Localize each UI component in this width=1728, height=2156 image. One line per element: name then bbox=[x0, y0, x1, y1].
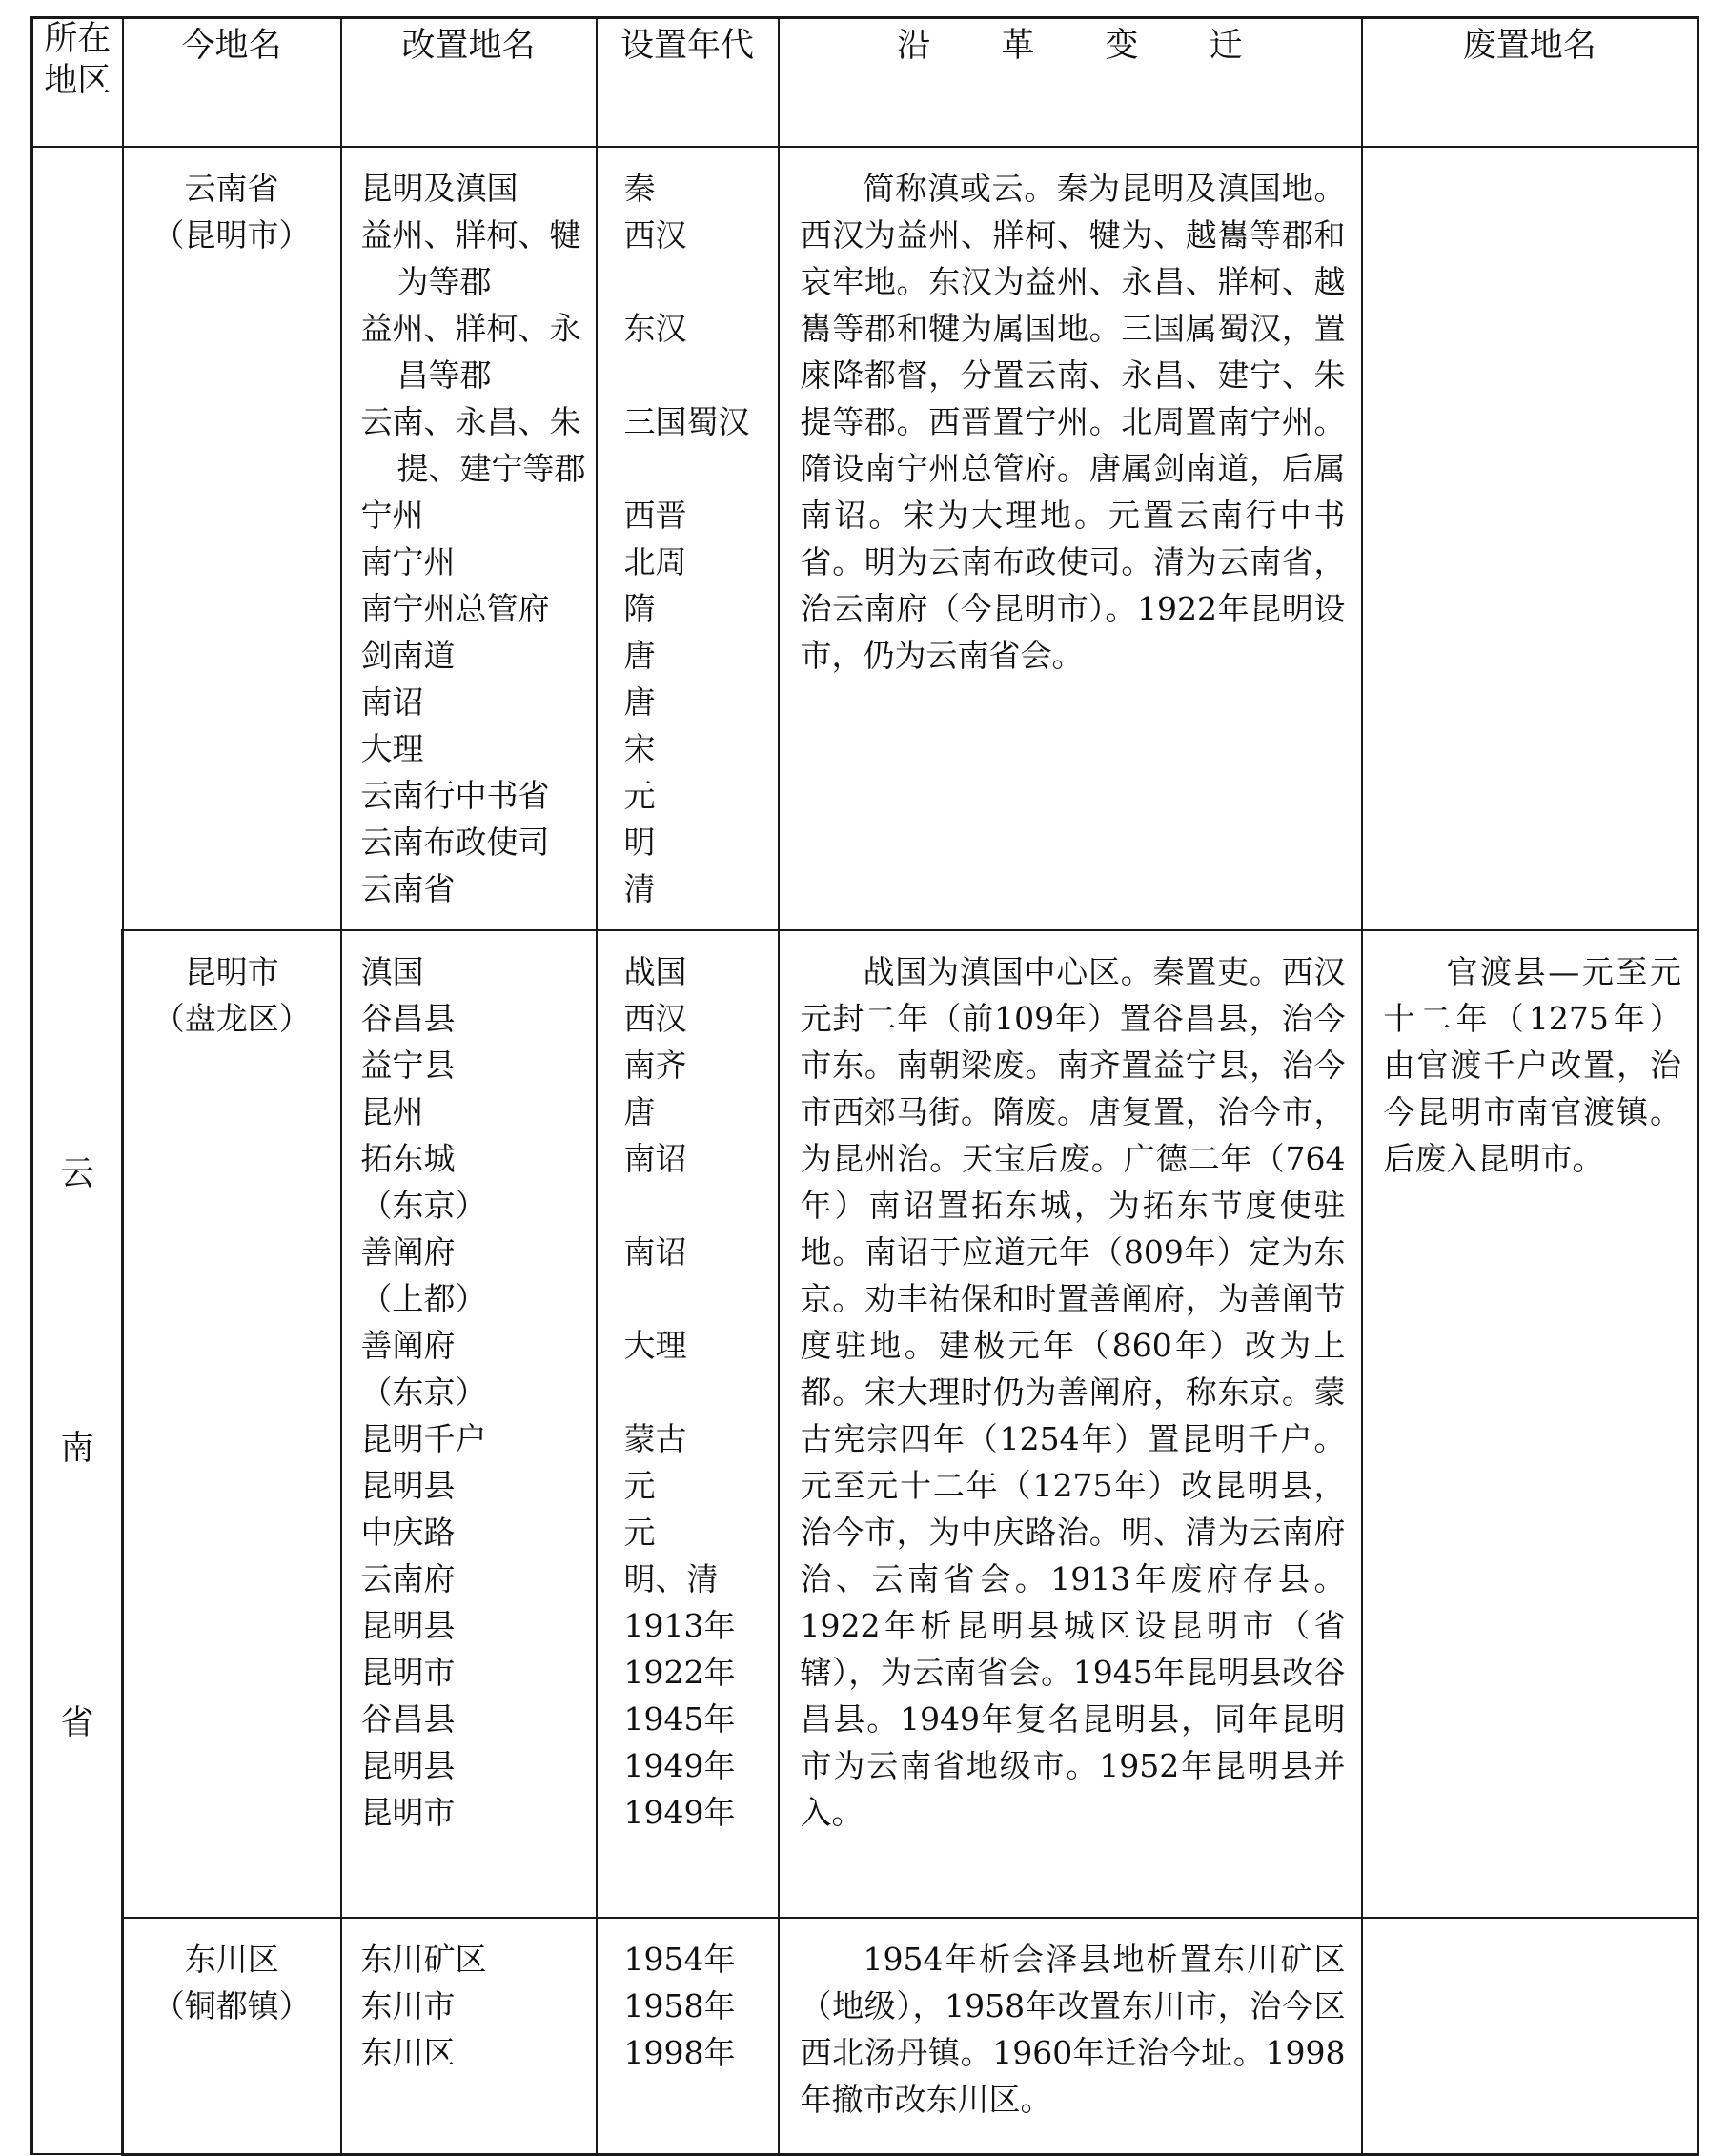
today-seat: （盘龙区） bbox=[152, 1000, 311, 1037]
era-value: 1922年 bbox=[623, 1654, 736, 1691]
renamed-place: 昆明千户 bbox=[360, 1420, 487, 1457]
era-value: 西汉 bbox=[623, 1000, 687, 1037]
era-value: 战国 bbox=[623, 953, 687, 990]
renamed-place: 南宁州总管府 bbox=[360, 590, 550, 627]
region-cell bbox=[32, 147, 123, 2154]
renamed-place: 东川矿区 bbox=[360, 1941, 487, 1978]
renamed-place: 南诏 bbox=[360, 683, 424, 721]
renamed-place: 谷昌县 bbox=[360, 1000, 456, 1037]
today-seat: （昆明市） bbox=[152, 216, 311, 254]
era-value bbox=[624, 1369, 778, 1415]
region-char: 南 bbox=[60, 1430, 94, 1468]
renamed-place: 昆明市 bbox=[360, 1794, 456, 1831]
era-value: 北周 bbox=[623, 543, 687, 580]
today-name-cell bbox=[123, 147, 341, 930]
renamed-cell bbox=[341, 930, 597, 1918]
today-name-cell bbox=[123, 1918, 341, 2154]
renamed-place: 大理 bbox=[360, 730, 424, 767]
history-table bbox=[30, 16, 1699, 2156]
renamed-cell bbox=[341, 147, 597, 930]
renamed-place: 昆明县 bbox=[360, 1467, 456, 1504]
era-value: 1913年 bbox=[623, 1607, 736, 1644]
renamed-place: 昆明市 bbox=[360, 1654, 456, 1691]
header-region bbox=[32, 18, 123, 148]
era-cell bbox=[597, 930, 779, 1918]
renamed-place: 云南布政使司 bbox=[360, 824, 550, 861]
header-era: 设置年代 bbox=[597, 18, 779, 148]
era-value: 蒙古 bbox=[623, 1420, 687, 1457]
abolished-cell: 官渡县—元至元十二年（1275年）由官渡千户改置，治今昆明市南官渡镇。后废入昆明市。 bbox=[1362, 930, 1698, 1918]
renamed-place: 南宁州 bbox=[360, 543, 456, 580]
era-cell bbox=[597, 147, 779, 930]
region-char: 云 bbox=[60, 1155, 94, 1193]
renamed-place: （东京） bbox=[360, 1373, 487, 1411]
era-value: 1998年 bbox=[623, 2034, 736, 2071]
era-value: 明、清 bbox=[623, 1560, 719, 1597]
era-value: 隋 bbox=[623, 590, 656, 627]
renamed-place: 益州、牂柯、永 bbox=[360, 310, 581, 347]
today-name: 昆明市 bbox=[184, 953, 279, 990]
era-value: 三国蜀汉 bbox=[623, 403, 750, 440]
era-value: 唐 bbox=[623, 1093, 656, 1130]
renamed-place: 拓东城 bbox=[360, 1140, 456, 1177]
header-today: 今地名 bbox=[123, 18, 341, 148]
today-name: 东川区 bbox=[184, 1941, 279, 1978]
era-cell bbox=[597, 1918, 779, 2154]
table-row bbox=[32, 147, 1698, 930]
renamed-place: 善阐府 bbox=[360, 1233, 456, 1271]
renamed-place: 云南行中书省 bbox=[360, 777, 550, 814]
era-value: 宋 bbox=[623, 730, 656, 767]
header-row bbox=[32, 18, 1698, 148]
renamed-place: 滇国 bbox=[360, 953, 424, 990]
renamed-place: 宁州 bbox=[360, 497, 424, 534]
renamed-place: 中庆路 bbox=[360, 1514, 456, 1551]
today-seat: （铜都镇） bbox=[152, 1987, 311, 2024]
abolished-cell bbox=[1362, 147, 1698, 930]
history-cell: 战国为滇国中心区。秦置吏。西汉元封二年（前109年）置谷昌县，治今市东。南朝梁废。南齐置益宁县，治今市西郊马街。隋废。唐复置，治今市，为昆州治。天宝后废。广德二年（764年）南诏置拓东城，为拓东节度使驻地。南诏于应道元年（809年）定为东京。劝丰祐保和时置善阐府，为善阐节度驻地。建极元年（860年）改为上都。宋大理时仍为善阐府，称东京。蒙古宪宗四年（1254年）置昆明千户。元至元十二年（1275年）改昆明县，治今市，为中庆路治。明、清为云南府治、云南省会。1913年废府存县。1922年析昆明县城区设昆明市（省辖），为云南省会。1945年昆明县改谷昌县。1949年复名昆明县，同年昆明市为云南省地级市。1952年昆明县并入。 bbox=[779, 930, 1362, 1918]
renamed-place: 善阐府 bbox=[360, 1327, 456, 1364]
era-value: 西汉 bbox=[623, 216, 687, 254]
era-value: 南诏 bbox=[623, 1140, 687, 1177]
era-value: 西晋 bbox=[623, 497, 687, 534]
renamed-place: （东京） bbox=[360, 1187, 487, 1224]
history-cell: 简称滇或云。秦为昆明及滇国地。西汉为益州、牂柯、犍为、越巂等郡和哀牢地。东汉为益州、永昌、牂柯、越巂等郡和犍为属国地。三国属蜀汉，置庲降都督，分置云南、永昌、建宁、朱提等郡。西晋置宁州。北周置南宁州。隋设南宁州总管府。唐属剑南道，后属南诏。宋为大理地。元置云南行中书省。明为云南布政使司。清为云南省，治云南府（今昆明市）。1922年昆明设市，仍为云南省会。 bbox=[779, 147, 1362, 930]
today-name: 云南省 bbox=[184, 170, 279, 207]
renamed-place: 云南省 bbox=[360, 870, 456, 907]
era-value bbox=[624, 352, 778, 398]
era-value: 1954年 bbox=[623, 1941, 736, 1978]
renamed-place: 昆州 bbox=[360, 1093, 424, 1130]
era-value: 秦 bbox=[623, 170, 656, 207]
era-value: 唐 bbox=[623, 637, 656, 674]
era-value: 唐 bbox=[623, 683, 656, 721]
renamed-place: （上都） bbox=[360, 1280, 487, 1317]
abolished-cell bbox=[1362, 1918, 1698, 2154]
renamed-place: 为等郡 bbox=[396, 263, 492, 300]
header-abolished: 废置地名 bbox=[1362, 18, 1698, 148]
renamed-place: 益宁县 bbox=[360, 1047, 456, 1084]
era-value: 元 bbox=[623, 1514, 656, 1551]
renamed-place: 谷昌县 bbox=[360, 1700, 456, 1738]
era-value: 元 bbox=[623, 777, 656, 814]
renamed-place: 昆明县 bbox=[360, 1747, 456, 1784]
era-value: 明 bbox=[623, 824, 656, 861]
today-name-cell bbox=[123, 930, 341, 1918]
era-value: 清 bbox=[623, 870, 656, 907]
table-row bbox=[32, 1918, 1698, 2154]
renamed-place: 提、建宁等郡 bbox=[396, 450, 586, 487]
era-value: 1958年 bbox=[623, 1987, 736, 2024]
table-row bbox=[32, 930, 1698, 1918]
renamed-place: 云南府 bbox=[360, 1560, 456, 1597]
era-value: 大理 bbox=[623, 1327, 687, 1364]
region-char: 省 bbox=[60, 1704, 94, 1742]
renamed-place: 益州、牂柯、犍 bbox=[360, 216, 581, 254]
era-value bbox=[624, 1275, 778, 1322]
era-value: 1949年 bbox=[623, 1794, 736, 1831]
renamed-place: 东川市 bbox=[360, 1987, 456, 2024]
renamed-place: 剑南道 bbox=[360, 637, 456, 674]
header-history bbox=[779, 18, 1362, 148]
renamed-place: 昆明及滇国 bbox=[360, 170, 518, 207]
renamed-place: 昆明县 bbox=[360, 1607, 456, 1644]
era-value bbox=[624, 258, 778, 305]
renamed-place: 东川区 bbox=[360, 2034, 456, 2071]
renamed-cell bbox=[341, 1918, 597, 2154]
era-value: 南齐 bbox=[623, 1047, 687, 1084]
era-value: 南诏 bbox=[623, 1233, 687, 1271]
history-cell: 1954年析会泽县地析置东川矿区（地级），1958年改置东川市，治今区西北汤丹镇。1960年迁治今址。1998年撤市改东川区。 bbox=[779, 1918, 1362, 2154]
era-value: 元 bbox=[623, 1467, 656, 1504]
renamed-place: 云南、永昌、朱 bbox=[360, 403, 581, 440]
header-history-text: 沿 革 变 迁 bbox=[897, 27, 1273, 65]
era-value: 东汉 bbox=[623, 310, 687, 347]
renamed-place: 昌等郡 bbox=[396, 356, 492, 394]
era-value: 1945年 bbox=[623, 1700, 736, 1738]
header-region-text: 所在地区 bbox=[44, 20, 112, 100]
era-value bbox=[624, 1182, 778, 1229]
header-renamed: 改置地名 bbox=[341, 18, 597, 148]
era-value bbox=[624, 445, 778, 492]
era-value: 1949年 bbox=[623, 1747, 736, 1784]
